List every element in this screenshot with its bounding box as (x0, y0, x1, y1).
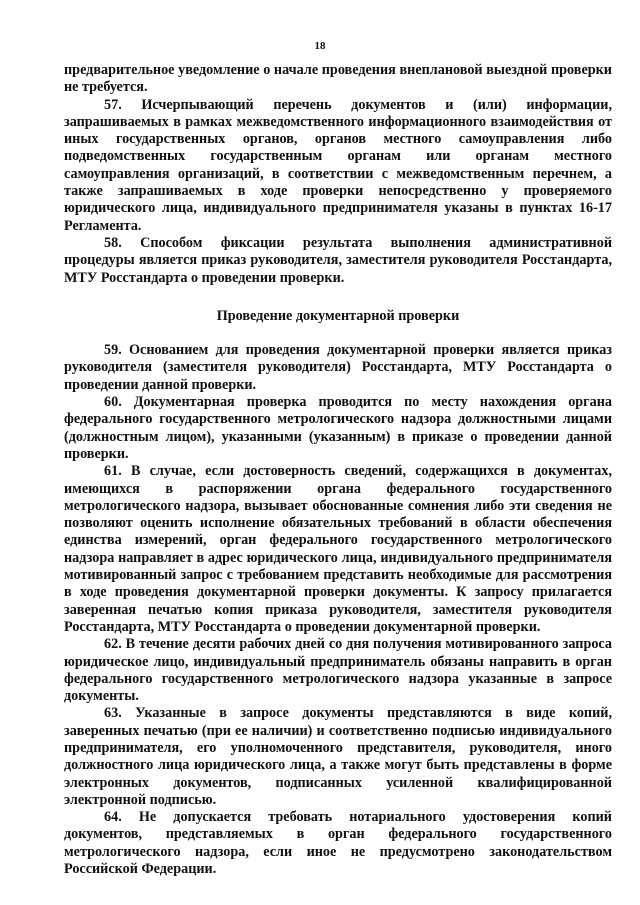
paragraph-58: 58. Способом фиксации результата выполнения административной процедуры является приказ руководителя, заместителя руководителя Росстандарта, МТУ Росстандарта о проведении проверки. (64, 234, 612, 286)
paragraph-59: 59. Основанием для проведения документарной проверки является приказ руководителя (заместителя руководителя) Росстандарта, МТУ Росстандарта о проведении данной проверки. (64, 342, 612, 393)
paragraph-60: 60. Документарная проверка проводится по месту нахождения органа федерального государственного метрологического надзора должностными лицами (должностным лицом), указанными (указанным) в приказе о проведении данной проверки. (64, 394, 612, 462)
page-number: 18 (314, 40, 326, 52)
paragraph-62: 62. В течение десяти рабочих дней со дня получения мотивированного запроса юридическое лицо, индивидуальный предприниматель обязаны направить в орган федерального государственного метрологического надзора указанные в запросе документы. (64, 636, 612, 705)
paragraph-continuation: предварительное уведомление о начале проведения внеплановой выездной проверки не требуется. (64, 62, 612, 96)
paragraph-57: 57. Исчерпывающий перечень документов и (или) информации, запрашиваемых в рамках межведомственного информационного взаимодействия от иных государственных органов, органов местного самоуправления либо подведомственных государственным органам или органам местного самоуправления организаций, в соответствии с межведомственным перечнем, а также запрашиваемых в ходе проверки непосредственно у проверяемого юридического лица, индивидуального предпринимателя указаны в пунктах 16-17 Регламента. (64, 96, 612, 234)
paragraph-64: 64. Не допускается требовать нотариального удостоверения копий документов, представляемых в орган федерального государственного метрологического надзора, если иное не предусмотрено законодательством Российской Федерации. (64, 809, 612, 878)
section-heading: Проведение документарной проверки (216, 307, 460, 324)
document-body (64, 62, 612, 878)
paragraph-61: 61. В случае, если достоверность сведений, содержащихся в документах, имеющихся в распоряжении органа федерального государственного метрологического надзора, вызывает обоснованные сомнения либо эти сведения не позволяют оценить исполнение обязательных требований в области обеспечения единства измерений, орган федерального государственного метрологического надзора направляет в адрес юридического лица, индивидуального предпринимателя мотивированный запрос с требованием представить необходимые для рассмотрения в ходе проведения документарной проверки документы. К запросу прилагается заверенная печатью копия приказа руководителя, заместителя руководителя Росстандарта, МТУ Росстандарта о проведении документарной проверки. (64, 463, 612, 635)
paragraph-63: 63. Указанные в запросе документы представляются в виде копий, заверенных печатью (при ее наличии) и соответственно подписью индивидуального предпринимателя, его уполномоченного представителя, руководителя, иного должностного лица юридического лица, а также могут быть представлены в форме электронных документов, подписанных усиленной квалифицированной электронной подписью. (64, 705, 612, 808)
